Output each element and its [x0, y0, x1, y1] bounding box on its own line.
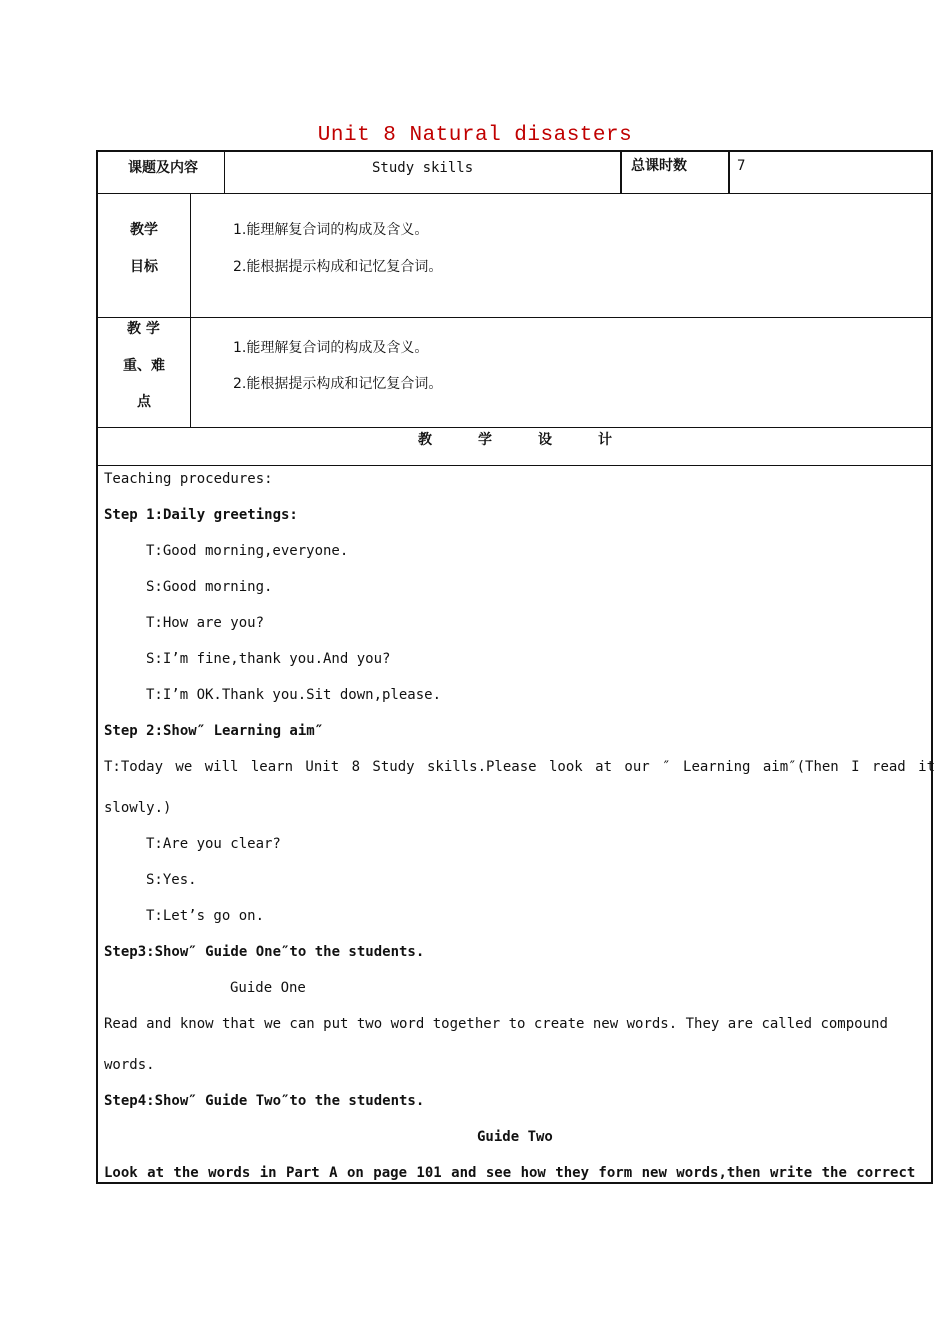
key-points-label: 教 学: [127, 321, 160, 337]
objectives-label: 教学: [130, 222, 158, 238]
step-heading: Step3:Show″ Guide One″to the students.: [104, 944, 425, 960]
column-divider: [190, 193, 191, 427]
column-divider: [728, 150, 730, 193]
column-divider: [224, 150, 225, 193]
dialogue-line: T:I’m OK.Thank you.Sit down,please.: [146, 687, 442, 703]
dialogue-line: T:Good morning,everyone.: [146, 543, 349, 559]
dialogue-line: S:Yes.: [146, 872, 197, 888]
key-point-item: 1.能理解复合词的构成及含义。: [233, 340, 429, 356]
step-heading: Step4:Show″ Guide Two″to the students.: [104, 1093, 425, 1109]
key-point-item: 2.能根据提示构成和记忆复合词。: [233, 376, 443, 392]
topic-label: 课题及内容: [128, 160, 198, 176]
row-divider: [96, 193, 933, 194]
row-divider: [96, 317, 933, 318]
dialogue-line: T:Are you clear?: [146, 836, 281, 852]
topic-value: Study skills: [372, 160, 474, 176]
step-heading: Step 2:Show″ Learning aim″: [104, 723, 324, 739]
dialogue-line: T:How are you?: [146, 615, 265, 631]
objective-item: 2.能根据提示构成和记忆复合词。: [233, 259, 443, 275]
key-points-label: 点: [137, 394, 151, 410]
objectives-label: 目标: [130, 259, 158, 275]
dialogue-line: S:Good morning.: [146, 579, 273, 595]
paragraph-line: Look at the words in Part A on page 101 and see how they form new words,then write the correct: [104, 1165, 916, 1181]
guide-heading: Guide Two: [477, 1129, 553, 1145]
paragraph-line: T:Today we will learn Unit 8 Study skills.Please look at our ″ Learning aim″(Then I read it: [104, 759, 936, 775]
row-divider: [96, 427, 933, 428]
paragraph-line: slowly.): [104, 800, 172, 816]
column-divider: [620, 150, 622, 193]
total-hours-value: 7: [737, 158, 746, 174]
row-divider: [96, 465, 933, 466]
dialogue-line: T:Let’s go on.: [146, 908, 265, 924]
procedures-intro: Teaching procedures:: [104, 471, 273, 487]
paragraph-line: words.: [104, 1057, 155, 1073]
paragraph-line: Read and know that we can put two word together to create new words. They are called compound: [104, 1016, 888, 1032]
objective-item: 1.能理解复合词的构成及含义。: [233, 222, 429, 238]
document-title: Unit 8 Natural disasters: [317, 124, 633, 147]
design-heading-char: 设: [538, 432, 552, 448]
design-heading-char: 教: [418, 432, 432, 448]
guide-heading: Guide One: [230, 980, 306, 996]
design-heading-char: 学: [478, 432, 492, 448]
step-heading: Step 1:Daily greetings:: [104, 507, 298, 523]
dialogue-line: S:I’m fine,thank you.And you?: [146, 651, 391, 667]
total-hours-label: 总课时数: [631, 158, 687, 174]
design-heading-char: 计: [598, 432, 612, 448]
key-points-label: 重、难: [123, 358, 165, 374]
